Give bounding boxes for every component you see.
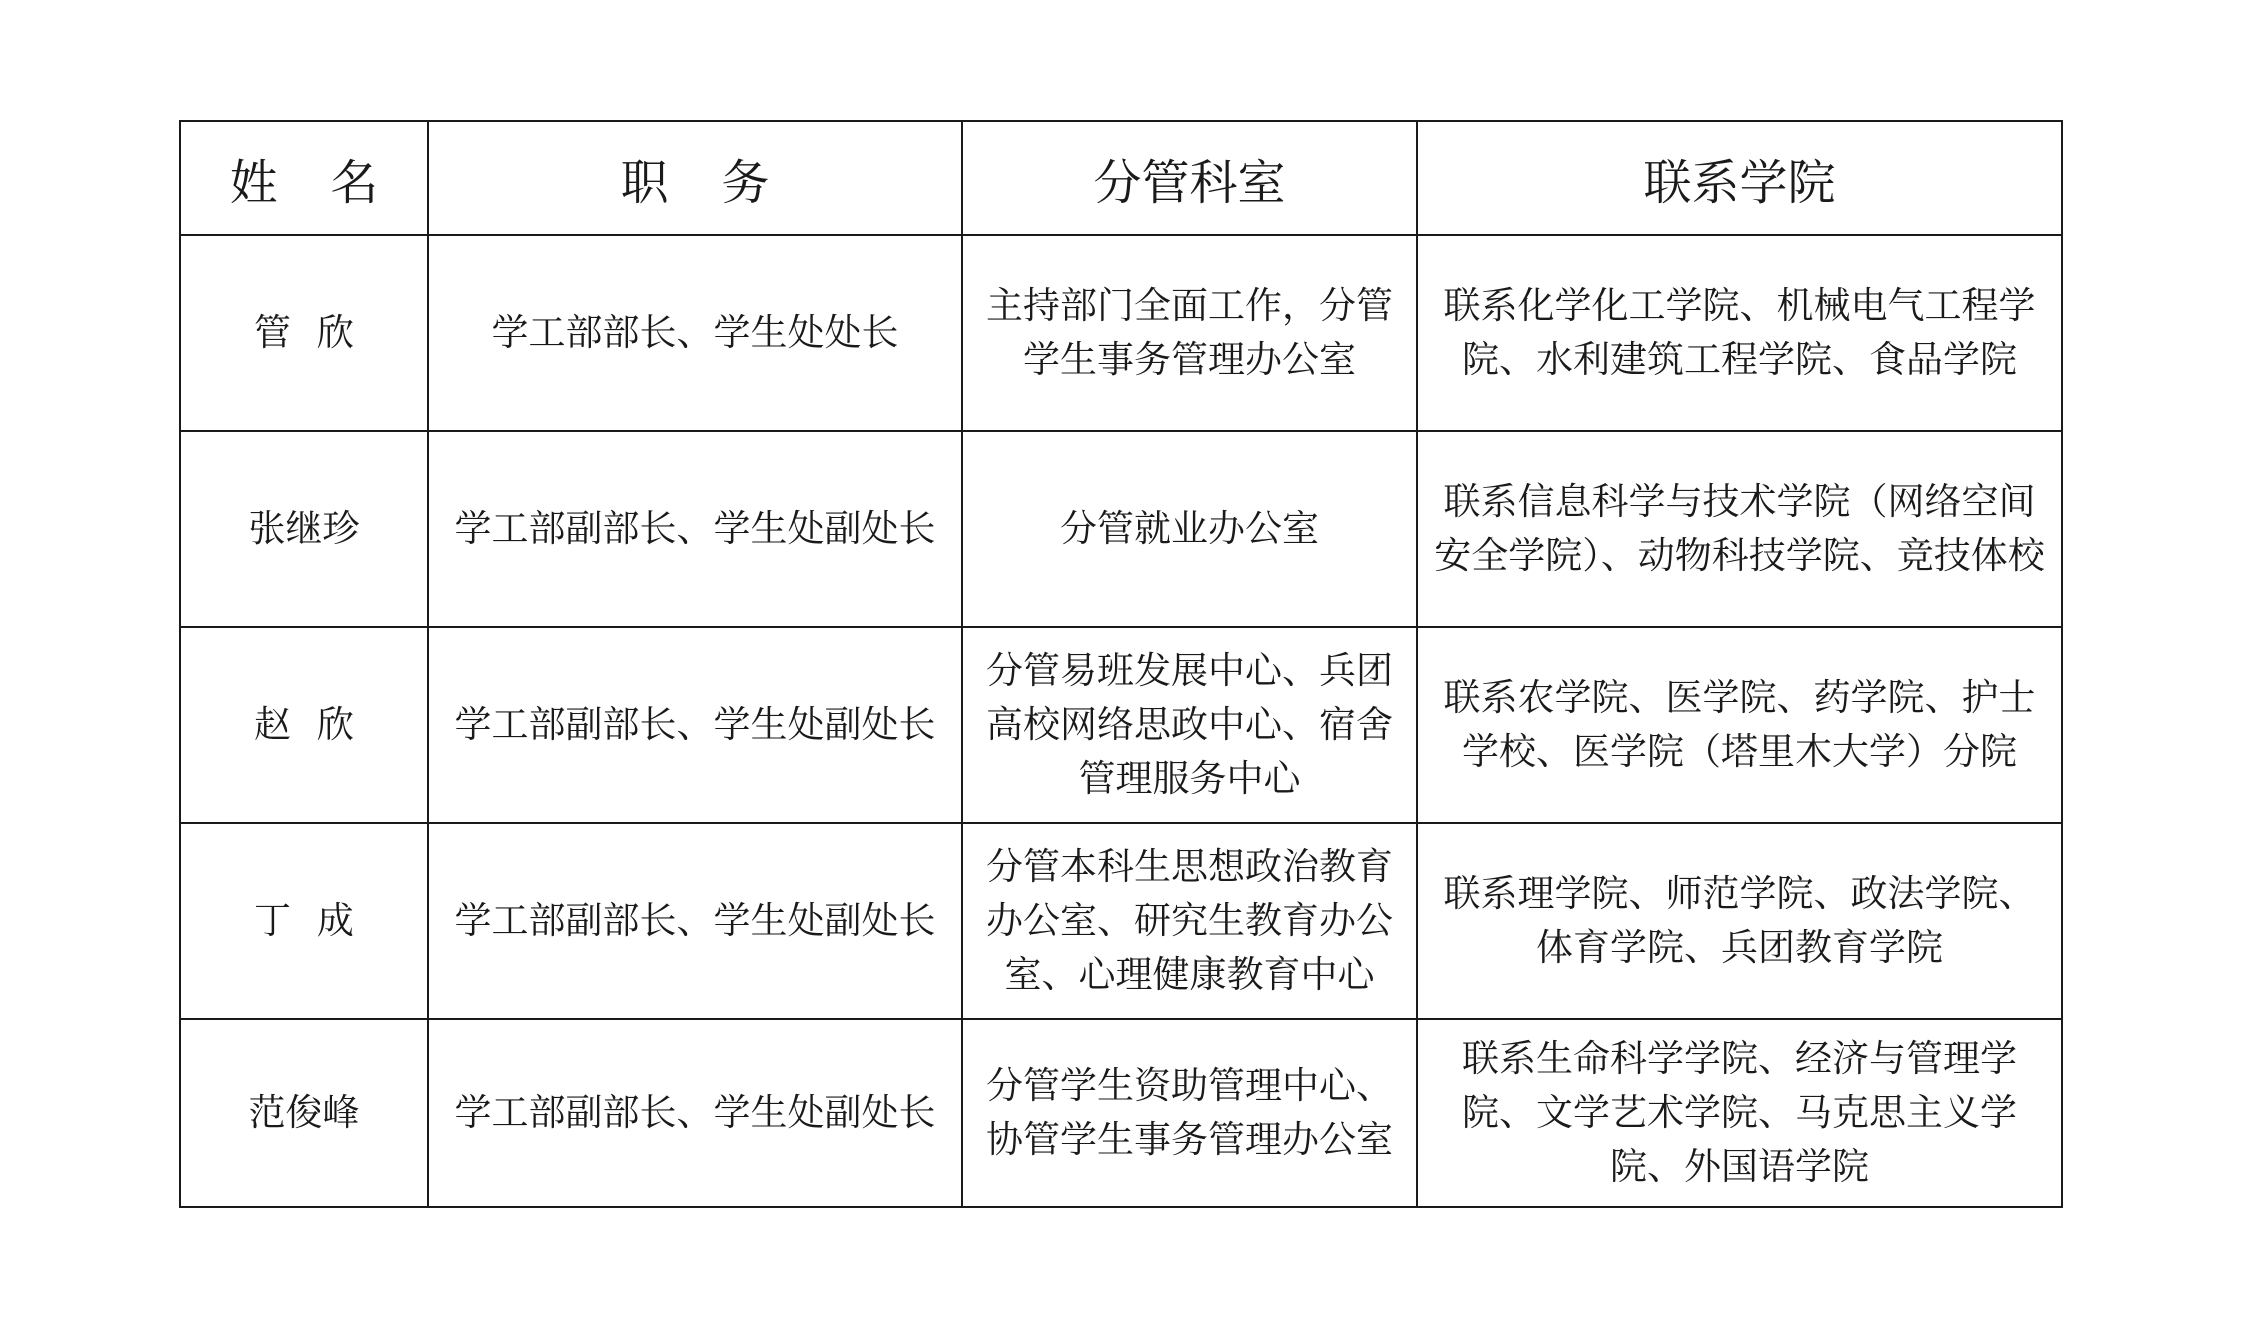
cell-departments: 分管就业办公室 [962,431,1417,627]
cell-position: 学工部副部长、学生处副处长 [428,1019,962,1207]
cell-name: 丁成 [180,823,428,1019]
header-position: 职务 [428,121,962,235]
table-row [180,627,2062,823]
cell-colleges: 联系信息科学与技术学院（网络空间安全学院）、动物科技学院、竞技体校 [1417,431,2062,627]
cell-position: 学工部副部长、学生处副处长 [428,431,962,627]
table-row [180,1019,2062,1207]
header-colleges: 联系学院 [1417,121,2062,235]
cell-colleges: 联系化学化工学院、机械电气工程学院、水利建筑工程学院、食品学院 [1417,235,2062,431]
cell-name: 张继珍 [180,431,428,627]
header-departments: 分管科室 [962,121,1417,235]
cell-position: 学工部副部长、学生处副处长 [428,823,962,1019]
table-row [180,823,2062,1019]
staff-assignment-table [179,120,2063,1208]
cell-position: 学工部副部长、学生处副处长 [428,627,962,823]
cell-departments: 分管本科生思想政治教育办公室、研究生教育办公室、心理健康教育中心 [962,823,1417,1019]
cell-departments: 分管学生资助管理中心、协管学生事务管理办公室 [962,1019,1417,1207]
cell-colleges: 联系农学院、医学院、药学院、护士学校、医学院（塔里木大学）分院 [1417,627,2062,823]
cell-name: 范俊峰 [180,1019,428,1207]
cell-colleges: 联系理学院、师范学院、政法学院、体育学院、兵团教育学院 [1417,823,2062,1019]
cell-name: 管欣 [180,235,428,431]
cell-colleges: 联系生命科学学院、经济与管理学院、文学艺术学院、马克思主义学院、外国语学院 [1417,1019,2062,1207]
cell-departments: 主持部门全面工作，分管学生事务管理办公室 [962,235,1417,431]
header-name: 姓名 [180,121,428,235]
table-row [180,431,2062,627]
cell-position: 学工部部长、学生处处长 [428,235,962,431]
table-row [180,235,2062,431]
table-header-row [180,121,2062,235]
cell-name: 赵欣 [180,627,428,823]
cell-departments: 分管易班发展中心、兵团高校网络思政中心、宿舍管理服务中心 [962,627,1417,823]
